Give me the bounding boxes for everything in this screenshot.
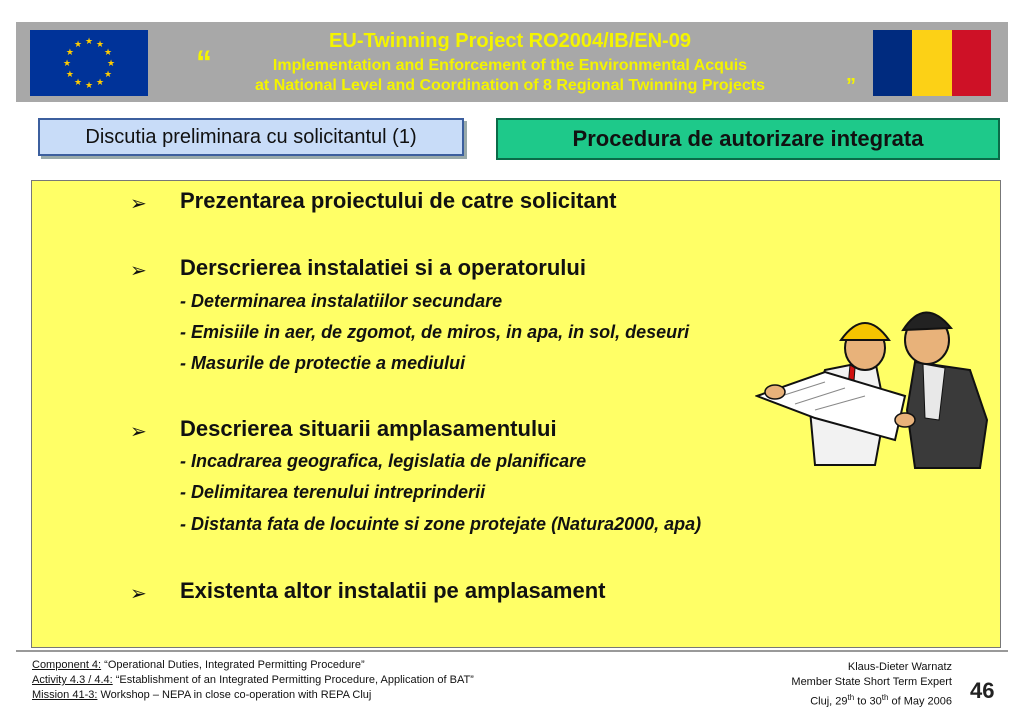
eu-star-icon: ★ [84,80,94,90]
mission-label: Mission 41-3: [32,689,98,701]
eu-flag-icon [30,30,148,96]
footer-info [32,658,474,703]
bullet-item-2: Derscrierea instalatiei si a operatorului [180,255,586,280]
bullet-item-4: Existenta altor instalatii pe amplasament [180,578,606,603]
eu-star-icon: ★ [104,47,113,57]
sub-item: - Masurile de protectie a mediului [180,353,466,373]
eu-star-icon: ★ [73,77,83,88]
bullet-arrow-icon: ➢ [130,421,147,443]
author-role: Member State Short Term Expert [791,676,952,688]
eu-star-icon: ★ [65,69,74,79]
eu-star-icon: ★ [62,58,72,68]
footer-author-info [740,660,952,710]
eu-star-icon: ★ [73,38,83,49]
sub-item: - Emisiile in aer, de zgomot, de miros, in apa, in sol, deseuri [180,322,690,342]
footer-divider [16,650,1008,652]
flag-stripe-red [952,30,991,96]
bullet-item-3: Descrierea situarii amplasamentului [180,416,557,441]
sub-item: - Distanta fata de locuinte si zone protejate (Natura2000, apa) [180,514,702,534]
activity-text: “Establishment of an Integrated Permitting Procedure, Application of BAT” [112,674,474,686]
tab-preliminary-discussion[interactable]: Discutia preliminara cu solicitantul (1) [38,118,464,156]
eu-star-icon: ★ [106,58,116,68]
component-text: “Operational Duties, Integrated Permitting Procedure” [101,659,365,671]
flag-stripe-yellow [912,30,951,96]
page-number: 46 [970,678,995,703]
bullet-arrow-icon: ➢ [130,260,147,282]
project-title: EU-Twinning Project RO2004/IB/EN-09 [329,30,691,52]
bullet-arrow-icon: ➢ [130,193,147,215]
mission-text: Workshop – NEPA in close co-operation with REPA Cluj [97,689,372,701]
bullet-arrow-icon: ➢ [130,583,147,605]
sub-item: - Determinarea instalatiilor secundare [180,291,503,311]
sub-item: - Delimitarea terenului intreprinderii [180,482,486,502]
sub-item: - Incadrarea geografica, legislatia de planificare [180,451,587,471]
eu-star-icon: ★ [84,36,94,46]
romania-flag-icon [873,30,991,96]
engineers-blueprint-illustration [755,300,995,470]
open-quote: “ [196,44,212,80]
project-subtitle-line-2: at National Level and Coordination of 8 Regional Twinning Projects [255,77,765,94]
eu-star-icon: ★ [104,69,113,79]
eu-star-icon: ★ [95,38,105,49]
place-date: Cluj, 29th to 30th of May 2006 [810,693,952,708]
project-subtitle-line-1: Implementation and Enforcement of the Environmental Acquis [272,57,748,74]
eu-star-icon: ★ [95,77,105,88]
eu-star-icon: ★ [65,47,74,57]
activity-label: Activity 4.3 / 4.4: [32,674,113,686]
close-quote: ” [846,75,856,97]
component-label: Component 4: [32,659,102,671]
tab-integrated-permitting[interactable]: Procedura de autorizare integrata [496,118,1000,160]
flag-stripe-blue [873,30,912,96]
author-name: Klaus-Dieter Warnatz [847,661,952,673]
bullet-item-1: Prezentarea proiectului de catre solicitant [180,188,617,213]
